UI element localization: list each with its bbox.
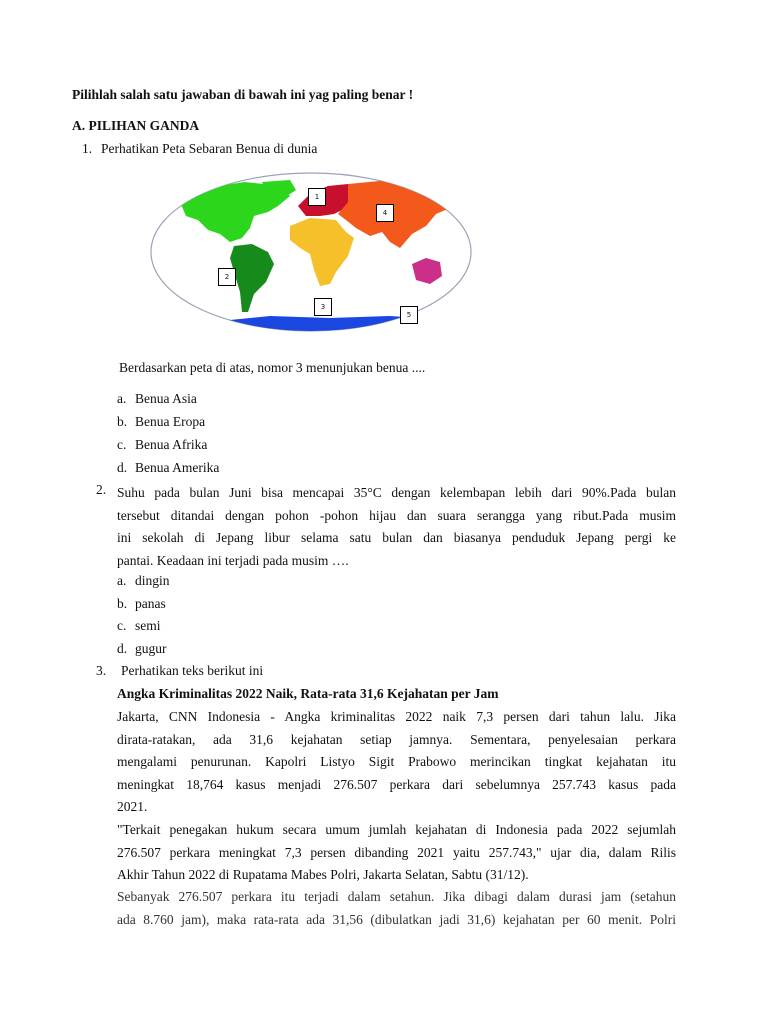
article-paragraph-2 (117, 819, 676, 887)
article-line: 2021. (117, 799, 148, 814)
q2-line: tersebut ditandai dengan pohon -pohon hijau dan suara serangga yang ribut.Pada musim (117, 507, 676, 523)
map-label-1: 1 (308, 188, 326, 206)
section-title: A. PILIHAN GANDA (72, 118, 200, 133)
q2-number: 2. (96, 482, 107, 497)
q2-option-a[interactable]: dingin (135, 573, 170, 588)
q3-number: 3. (96, 663, 107, 678)
q1-number: 1. (82, 141, 93, 156)
article-line: mengalami penurunan. Kapolri Listyo Sigit Prabowo merincikan tingkat kejahatan itu (117, 754, 676, 769)
world-map (150, 172, 472, 332)
map-label-3: 3 (314, 298, 332, 316)
q1-option-b[interactable]: Benua Eropa (135, 414, 206, 429)
article-line: Sebanyak 276.507 perkara itu terjadi dalam setahun. Jika dibagi dalam durasi jam (setahun (117, 889, 676, 904)
q1-option-b-letter: b. (117, 414, 128, 429)
q2-option-a-letter: a. (117, 573, 127, 588)
article-line: dirata-ratakan, ada 31,6 kejahatan setiap jamnya. Sementara, penyelesaian perkara (117, 731, 676, 747)
q2-option-d-letter: d. (117, 641, 128, 656)
q1-option-a[interactable]: Benua Asia (135, 391, 197, 406)
article-paragraph-1 (117, 706, 676, 819)
article-paragraph-3 (117, 886, 676, 931)
q2-option-c-letter: c. (117, 618, 127, 633)
q2-option-c[interactable]: semi (135, 618, 161, 633)
q3-text: Perhatikan teks berikut ini (121, 663, 264, 678)
article-line: "Terkait penegakan hukum secara umum jumlah kejahatan di Indonesia pada 2022 sejumlah (117, 822, 676, 837)
q1-option-c-letter: c. (117, 437, 127, 452)
q1-question: Berdasarkan peta di atas, nomor 3 menunjukan benua .... (119, 360, 426, 375)
article-line: Jakarta, CNN Indonesia - Angka kriminalitas 2022 naik 7,3 persen dari tahun lalu. Jika (117, 709, 676, 724)
article-line: ada 8.760 jam), maka rata-rata ada 31,56 (dibulatkan jadi 31,6) kejahatan per 60 menit. Polri (117, 911, 676, 927)
article-line: 276.507 perkara meningkat 7,3 persen dibanding 2021 yaitu 257.743," ujar dia, dalam Rilis (117, 844, 676, 860)
map-label-4: 4 (376, 204, 394, 222)
q2-option-d[interactable]: gugur (135, 641, 167, 656)
map-label-5: 5 (400, 306, 418, 324)
q2-line: ini sekolah di Jepang libur selama satu bulan dan biasanya penduduk Jepang pergi ke (117, 530, 676, 545)
q2-option-b-letter: b. (117, 596, 128, 611)
article-title: Angka Kriminalitas 2022 Naik, Rata-rata 31,6 Kejahatan per Jam (117, 686, 499, 701)
q1-option-d[interactable]: Benua Amerika (135, 460, 220, 475)
q2-line: pantai. Keadaan ini terjadi pada musim …. (117, 552, 349, 568)
map-label-2: 2 (218, 268, 236, 286)
article-line: meningkat 18,764 kasus menjadi 276.507 perkara dari sebelumnya 257.743 kasus pada (117, 776, 676, 792)
q2-line: Suhu pada bulan Juni bisa mencapai 35°C dengan kelembapan lebih dari 90%.Pada bulan (117, 485, 676, 500)
q1-text: Perhatikan Peta Sebaran Benua di dunia (101, 141, 318, 156)
q1-option-c[interactable]: Benua Afrika (135, 437, 208, 452)
article-line: Akhir Tahun 2022 di Rupatama Mabes Polri, Jakarta Selatan, Sabtu (31/12). (117, 867, 529, 882)
q1-option-a-letter: a. (117, 391, 127, 406)
instruction-text: Pilihlah salah satu jawaban di bawah ini yag paling benar ! (72, 87, 414, 102)
q2-text (117, 482, 676, 572)
q2-option-b[interactable]: panas (135, 596, 166, 611)
q1-option-d-letter: d. (117, 460, 128, 475)
